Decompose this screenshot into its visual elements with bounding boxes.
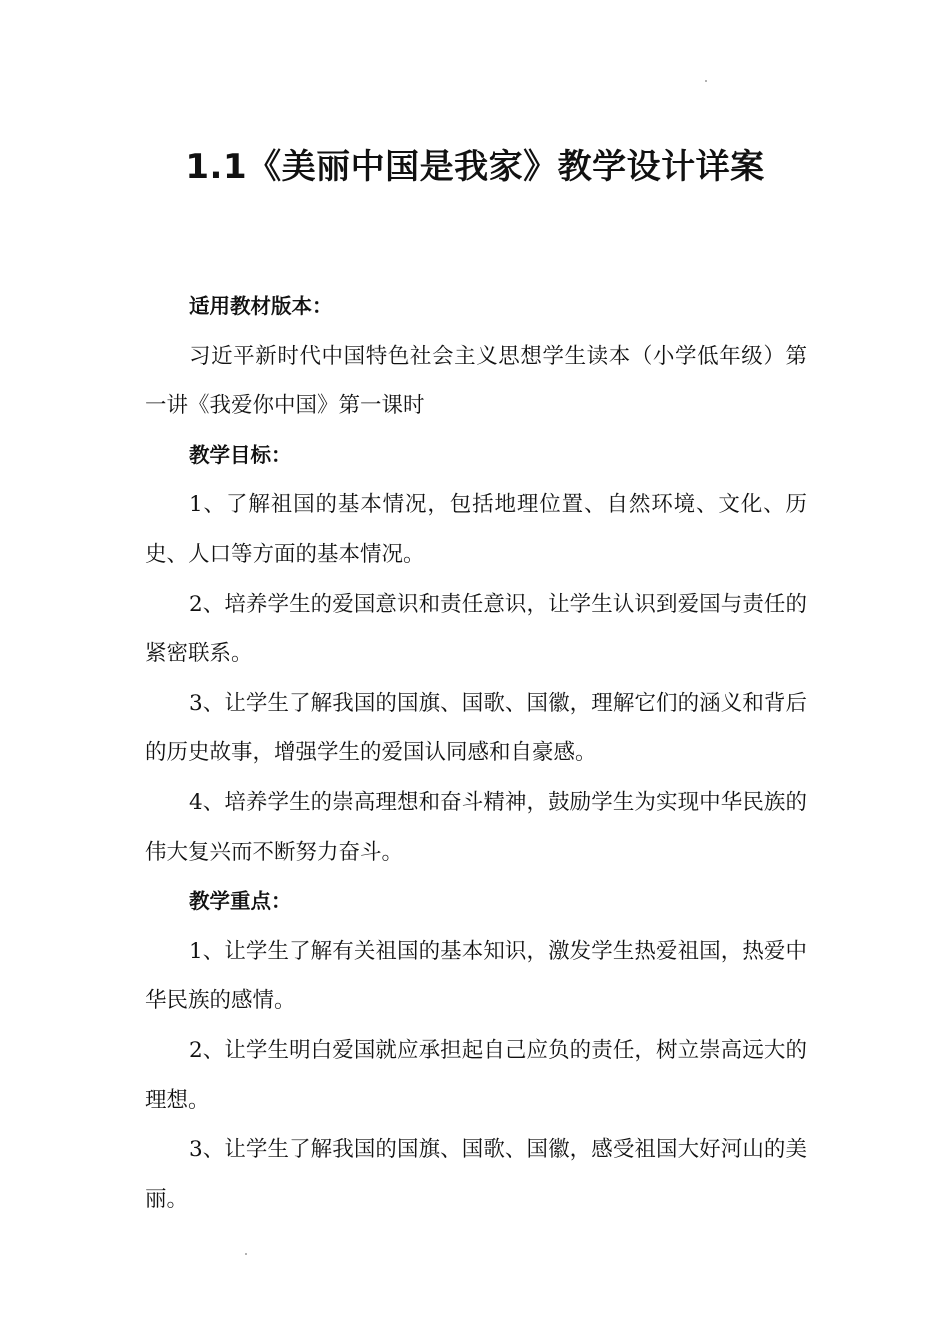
- document-title: 1.1《美丽中国是我家》教学设计详案: [185, 147, 765, 187]
- textbook-heading: 适用教材版本：: [189, 294, 333, 318]
- key-point-item-2: 2、让学生明白爱国就应承担起自己应负的责任，树立崇高远大的理想。: [145, 1037, 807, 1113]
- goals-heading: 教学目标：: [189, 442, 292, 467]
- speck-mark: [705, 80, 707, 82]
- key-points-heading: 教学重点：: [189, 889, 292, 914]
- goal-item-3: 3、让学生了解我国的国旗、国歌、国徽，理解它们的涵义和背后的历史故事，增强学生的爱国认同感和自豪感。: [145, 690, 807, 766]
- goal-item-1: 1、了解祖国的基本情况，包括地理位置、自然环境、文化、历史、人口等方面的基本情况。: [145, 492, 807, 567]
- speck-mark: [245, 1253, 247, 1255]
- document-body: [145, 282, 807, 1224]
- goal-item-4: 4、培养学生的崇高理想和奋斗精神，鼓励学生为实现中华民族的伟大复兴而不断努力奋斗。: [145, 789, 807, 865]
- goal-item-2: 2、培养学生的爱国意识和责任意识，让学生认识到爱国与责任的紧密联系。: [145, 591, 807, 667]
- key-point-item-1: 1、让学生了解有关祖国的基本知识，激发学生热爱祖国，热爱中华民族的感情。: [145, 938, 807, 1014]
- textbook-paragraph: 习近平新时代中国特色社会主义思想学生读本（小学低年级）第一讲《我爱你中国》第一课时: [145, 343, 807, 419]
- key-point-item-3: 3、让学生了解我国的国旗、国歌、国徽，感受祖国大好河山的美丽。: [145, 1137, 807, 1212]
